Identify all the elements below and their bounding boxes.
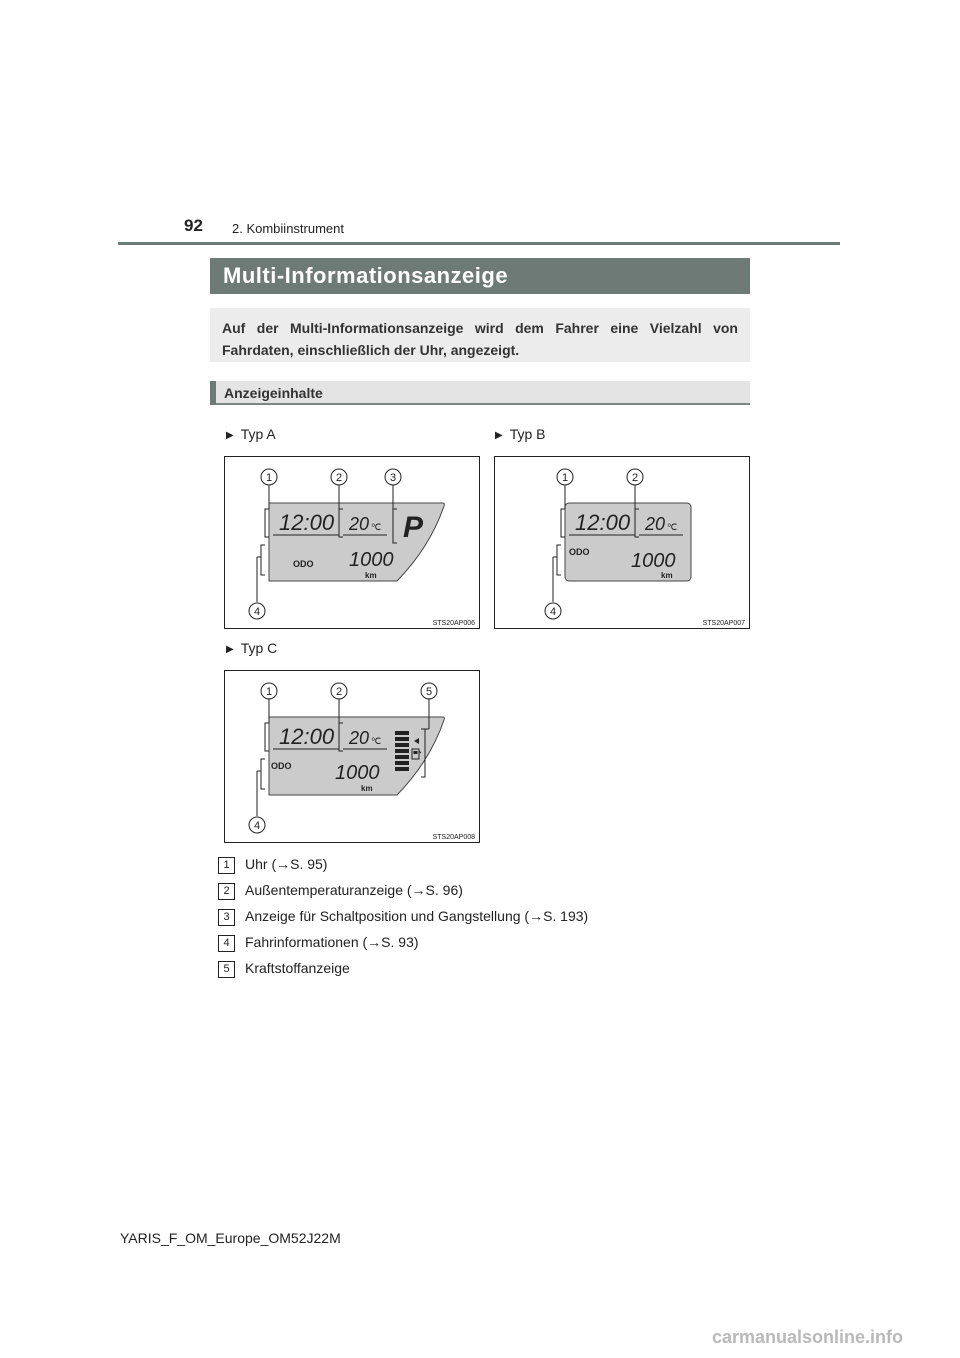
section-heading [210,381,750,405]
svg-text:3: 3 [389,472,397,484]
svg-text:1: 1 [561,472,569,484]
svg-text:1: 1 [265,686,273,698]
temperature-readout: 20 [645,514,666,534]
figure-type-c [224,670,480,843]
type-c-label: ▶ Typ C [226,640,278,656]
km-unit: km [365,571,377,580]
temperature-unit: ℃ [371,736,382,746]
svg-text:4: 4 [253,606,261,618]
legend-item-3 [218,908,588,928]
gear-indicator: P [403,511,424,544]
km-unit: km [361,784,373,793]
intro-text: Auf der Multi-Informationsanzeige wird dem Fahrer eine Vielzahl von Fahrdaten, einschließlich der Uhr, angezeigt. [210,308,750,362]
section-heading-label: Anzeigeinhalte [224,385,323,401]
clock-readout: 12:00 [575,510,631,535]
legend-text: Kraftstoffanzeige [245,960,350,976]
legend-text: Fahrinformationen (→S. 93) [245,934,419,950]
watermark: carmanualsonline.info [712,1327,904,1347]
svg-text:4: 4 [253,820,261,832]
figure-code: STS20AP008 [432,834,475,841]
page-title: Multi-Informationsanzeige [210,258,750,294]
svg-text:2: 2 [631,472,639,484]
triangle-icon: ▶ [495,430,503,441]
odo-label: ODO [569,547,590,557]
legend-text: Anzeige für Schaltposition und Gangstellung (→S. 193) [245,908,589,924]
odo-label: ODO [271,761,292,771]
clock-readout: 12:00 [279,510,335,535]
temperature-unit: ℃ [371,522,382,532]
section-accent [210,381,216,405]
fuel-gauge-bars [395,731,409,771]
triangle-icon: ▶ [226,430,234,441]
type-a-label: ▶ Typ A [226,426,276,442]
temperature-readout: 20 [349,514,370,534]
legend-number: 1 [218,857,235,874]
legend-number: 4 [218,935,235,952]
temperature-readout: 20 [349,728,370,748]
odometer-readout: 1000 [631,550,676,572]
figure-type-a [224,456,480,629]
odometer-readout: 1000 [335,762,380,784]
legend-item-5 [218,960,350,980]
footer-code: YARIS_F_OM_Europe_OM52J22M [120,1230,341,1246]
legend-number: 2 [218,883,235,900]
chapter-title: 2. Kombiinstrument [232,221,344,236]
svg-text:1: 1 [265,472,273,484]
figure-code: STS20AP007 [702,620,745,627]
svg-text:5: 5 [425,686,433,698]
figure-code: STS20AP006 [432,620,475,627]
legend-text: Außentemperaturanzeige (→S. 96) [245,882,463,898]
legend-number: 5 [218,961,235,978]
legend-number: 3 [218,909,235,926]
legend-item-2 [218,882,463,902]
temperature-unit: ℃ [667,522,678,532]
legend-item-4 [218,934,419,954]
figure-type-b [494,456,750,629]
page-number: 92 [184,216,203,235]
triangle-icon: ▶ [226,644,234,655]
type-b-label: ▶ Typ B [495,426,546,442]
legend-item-1 [218,856,327,876]
header-rule [118,242,840,245]
legend-text: Uhr (→S. 95) [245,856,328,872]
odometer-readout: 1000 [349,549,394,571]
odo-label: ODO [293,559,314,569]
svg-text:2: 2 [335,686,343,698]
clock-readout: 12:00 [279,724,335,749]
km-unit: km [661,571,673,580]
svg-text:2: 2 [335,472,343,484]
svg-text:4: 4 [549,606,557,618]
